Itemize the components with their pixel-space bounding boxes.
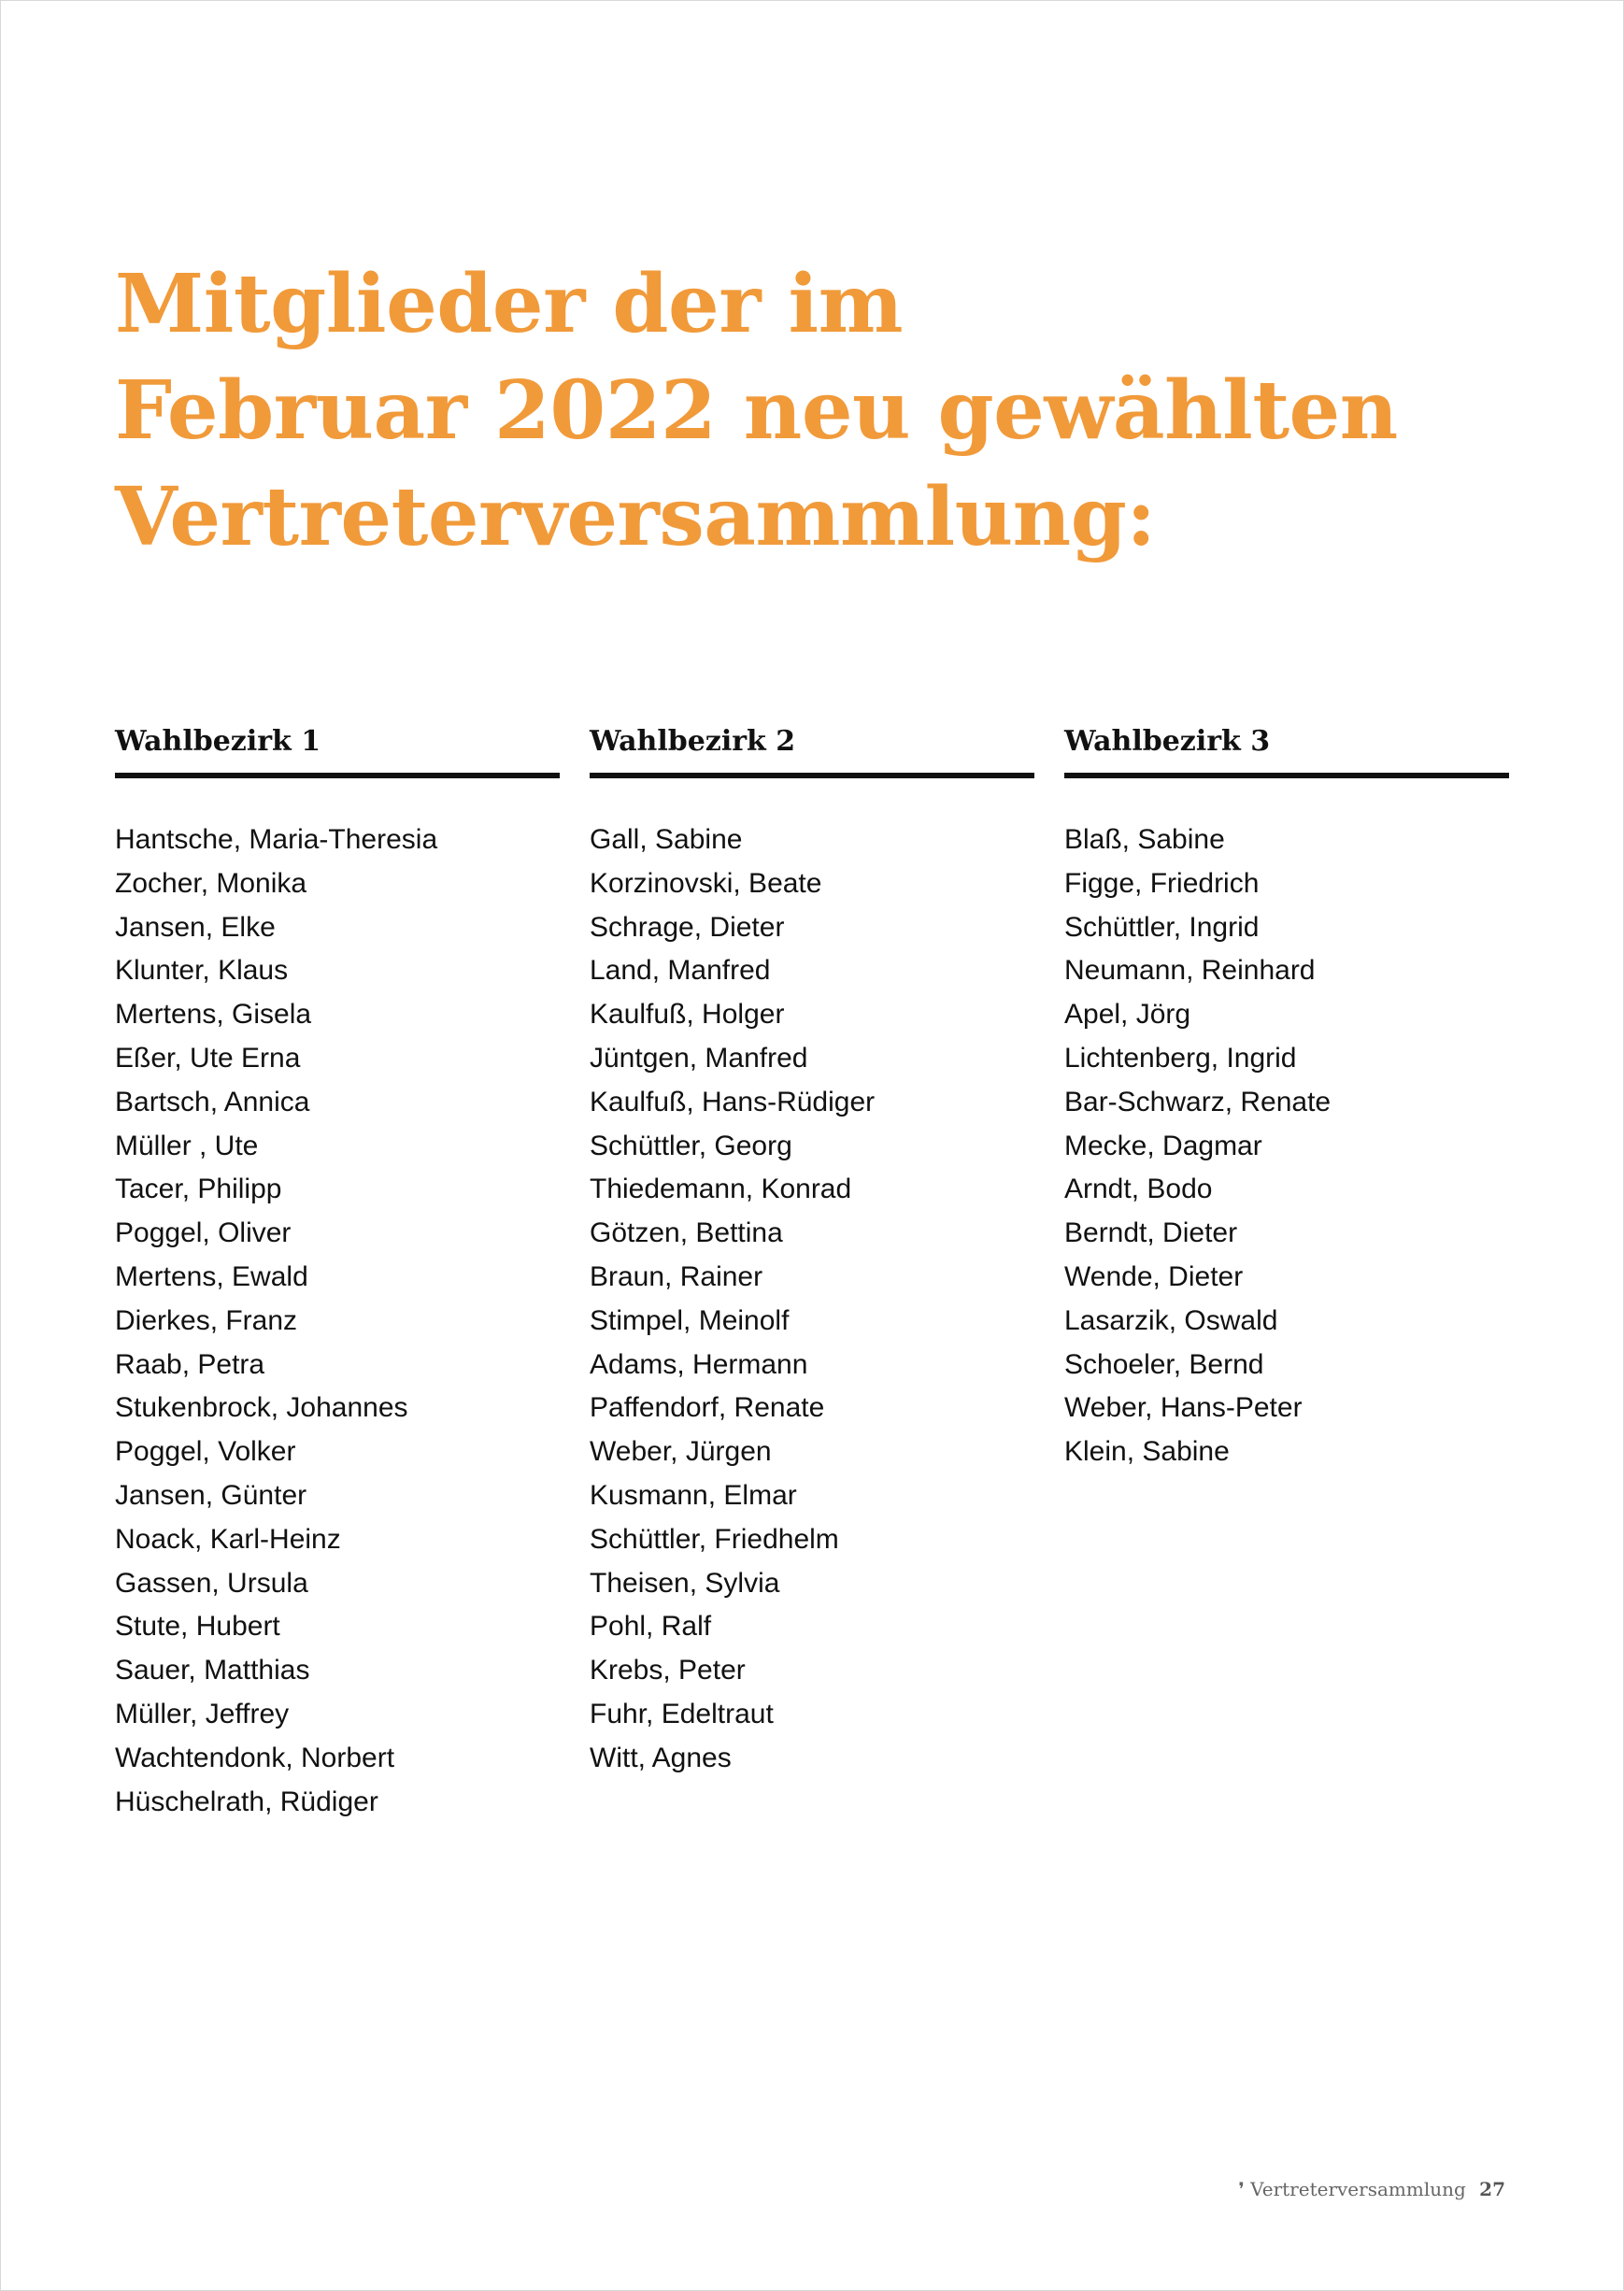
member-name: Kaulfuß, Hans-Rüdiger (590, 1086, 876, 1117)
member-name: Kaulfuß, Holger (590, 999, 785, 1031)
member-name: Stimpel, Meinolf (590, 1304, 790, 1336)
footer-section-label: Vertreterversammlung (1250, 2178, 1466, 2200)
member-name: Fuhr, Edeltraut (590, 1698, 774, 1729)
member-name: Stukenbrock, Johannes (115, 1392, 408, 1424)
district-heading-1: Wahlbezirk 1 (115, 720, 560, 778)
member-name: Arndt, Bodo (1064, 1174, 1213, 1205)
member-name: Mertens, Ewald (115, 1260, 308, 1292)
member-name: Schrage, Dieter (590, 911, 785, 943)
member-name: Jüntgen, Manfred (590, 1042, 808, 1074)
member-name: Jansen, Elke (115, 911, 276, 943)
member-name: Schüttler, Friedhelm (590, 1523, 839, 1555)
district-column-1 (115, 720, 560, 1824)
member-name: Weber, Jürgen (590, 1436, 772, 1468)
member-name: Poggel, Oliver (115, 1217, 292, 1249)
member-name: Blaß, Sabine (1064, 824, 1225, 855)
member-name: Klunter, Klaus (115, 955, 289, 987)
member-name: Gassen, Ursula (115, 1567, 308, 1599)
page-footer (1238, 2178, 1505, 2200)
member-name: Mecke, Dagmar (1064, 1130, 1262, 1161)
member-name: Götzen, Bettina (590, 1217, 783, 1249)
member-name: Bartsch, Annica (115, 1086, 310, 1117)
member-list-2 (590, 818, 1034, 1781)
member-name: Tacer, Philipp (115, 1174, 282, 1205)
page-title-line-2: Februar 2022 neu gewählten (115, 363, 1398, 458)
member-name: Adams, Hermann (590, 1348, 808, 1380)
page-title-line-3: Vertreterversammlung: (115, 470, 1156, 564)
page-number: 27 (1479, 2178, 1505, 2200)
member-name: Noack, Karl-Heinz (115, 1523, 341, 1555)
member-name: Korzinovski, Beate (590, 867, 822, 899)
member-name: Schüttler, Ingrid (1064, 911, 1260, 943)
member-name: Lasarzik, Oswald (1064, 1304, 1278, 1336)
member-name: Krebs, Peter (590, 1655, 746, 1686)
member-name: Theisen, Sylvia (590, 1567, 780, 1599)
member-name: Sauer, Matthias (115, 1655, 310, 1686)
member-name: Eßer, Ute Erna (115, 1042, 301, 1074)
page-title (115, 251, 1398, 571)
member-name: Pohl, Ralf (590, 1611, 712, 1643)
member-name: Bar-Schwarz, Renate (1064, 1086, 1332, 1117)
member-name: Gall, Sabine (590, 824, 743, 855)
member-name: Paffendorf, Renate (590, 1392, 825, 1424)
district-column-3 (1064, 720, 1509, 1474)
section-marker-icon: ❜ (1238, 2178, 1245, 2200)
district-heading-2: Wahlbezirk 2 (590, 720, 1034, 778)
member-name: Hüschelrath, Rüdiger (115, 1786, 378, 1817)
member-list-3 (1064, 818, 1509, 1474)
member-list-1 (115, 818, 560, 1824)
member-name: Müller, Jeffrey (115, 1698, 290, 1729)
member-name: Thiedemann, Konrad (590, 1174, 852, 1205)
member-name: Berndt, Dieter (1064, 1217, 1238, 1249)
member-name: Neumann, Reinhard (1064, 955, 1316, 987)
member-name: Stute, Hubert (115, 1611, 280, 1643)
member-name: Apel, Jörg (1064, 999, 1191, 1031)
member-name: Jansen, Günter (115, 1479, 307, 1511)
page-title-line-1: Mitglieder der im (115, 257, 904, 351)
member-name: Poggel, Volker (115, 1436, 296, 1468)
member-name: Lichtenberg, Ingrid (1064, 1042, 1297, 1074)
member-name: Wende, Dieter (1064, 1260, 1244, 1292)
member-name: Schoeler, Bernd (1064, 1348, 1264, 1380)
member-name: Braun, Rainer (590, 1260, 763, 1292)
member-name: Kusmann, Elmar (590, 1479, 797, 1511)
member-name: Mertens, Gisela (115, 999, 312, 1031)
member-name: Land, Manfred (590, 955, 771, 987)
member-name: Witt, Agnes (590, 1742, 732, 1773)
member-name: Wachtendonk, Norbert (115, 1742, 395, 1773)
member-name: Schüttler, Georg (590, 1130, 792, 1161)
member-name: Hantsche, Maria-Theresia (115, 824, 438, 855)
member-name: Zocher, Monika (115, 867, 307, 899)
member-name: Klein, Sabine (1064, 1436, 1230, 1468)
member-name: Müller , Ute (115, 1130, 259, 1161)
district-heading-3: Wahlbezirk 3 (1064, 720, 1509, 778)
member-name: Dierkes, Franz (115, 1304, 298, 1336)
district-column-2 (590, 720, 1034, 1781)
member-name: Raab, Petra (115, 1348, 265, 1380)
member-name: Figge, Friedrich (1064, 867, 1260, 899)
member-name: Weber, Hans-Peter (1064, 1392, 1303, 1424)
